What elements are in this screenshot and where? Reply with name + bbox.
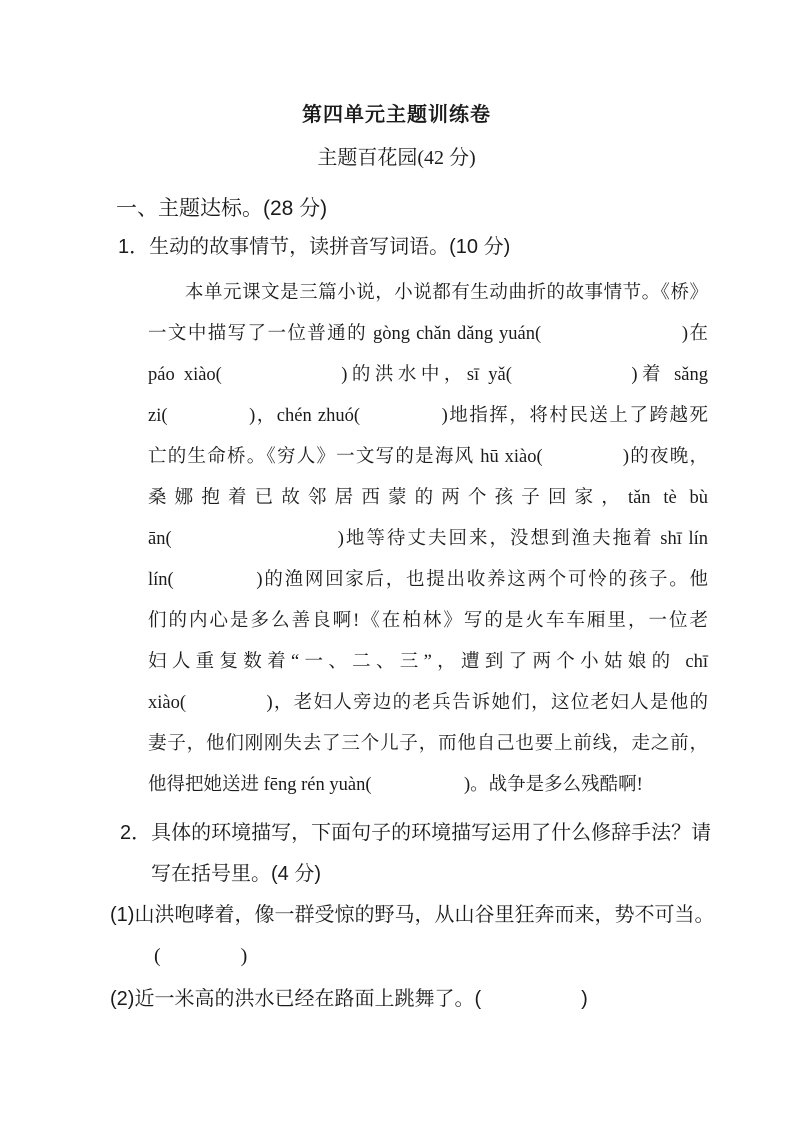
passage-line: lín( )的渔网回家后，也提出收养这两个可怜的孩子。他: [148, 570, 708, 590]
sub-question-1-answer-blank: ( ): [154, 945, 248, 967]
passage-line: 亡的生命桥。《穷人》一文写的是海风 hū xiào( )的夜晚，: [148, 447, 708, 467]
section-subtitle: 主题百花园(42 分): [317, 147, 476, 169]
passage-line: páo xiào( )的洪水中，sī yǎ( )着 sǎng: [148, 365, 708, 385]
question-1-passage: [148, 273, 708, 806]
passage-line: zi( )，chén zhuó( )地指挥，将村民送上了跨越死: [148, 406, 708, 426]
question-1-label: 1．生动的故事情节，读拼音写词语。(10 分): [118, 236, 511, 258]
passage-line: ān( )地等待丈夫回来，没想到渔夫拖着 shī lín: [148, 529, 708, 549]
sub-question-1: [110, 895, 793, 977]
question-2-label-line-2: 写在括号里。(4 分): [151, 863, 321, 885]
sub-question-2: [110, 979, 793, 1020]
passage-line: 他得把她送进 fēng rén yuàn( )。战争是多么残酷啊!: [148, 775, 643, 795]
passage-line: 们的内心是多么善良啊!《在柏林》写的是火车车厢里，一位老: [148, 611, 708, 631]
sub-question-2-text: (2)近一米高的洪水已经在路面上跳舞了。( ): [110, 988, 588, 1010]
passage-line: 妻子，他们刚刚失去了三个儿子，而他自己也要上前线，走之前，: [148, 734, 708, 754]
part-one-heading: 一、主题达标。(28 分): [116, 197, 328, 220]
passage-line: 妇人重复数着“一、二、三”，遭到了两个小姑娘的 chī: [148, 652, 708, 672]
passage-line: 一文中描写了一位普通的 gòng chǎn dǎng yuán( )在: [148, 324, 708, 344]
passage-line: 桑娜抱着已故邻居西蒙的两个孩子回家，tǎn tè bù: [148, 488, 708, 508]
passage-line: 本单元课文是三篇小说，小说都有生动曲折的故事情节。《桥》: [185, 283, 708, 303]
page-title: 第四单元主题训练卷: [302, 104, 491, 126]
question-2-label-line-1: 2．具体的环境描写，下面句子的环境描写运用了什么修辞手法？请: [120, 822, 712, 844]
passage-line: xiào( )，老妇人旁边的老兵告诉她们，这位老妇人是他的: [148, 693, 708, 713]
sub-question-1-text: (1)山洪咆哮着，像一群受惊的野马，从山谷里狂奔而来，势不可当。: [110, 904, 715, 926]
question-2-label: [120, 813, 793, 895]
